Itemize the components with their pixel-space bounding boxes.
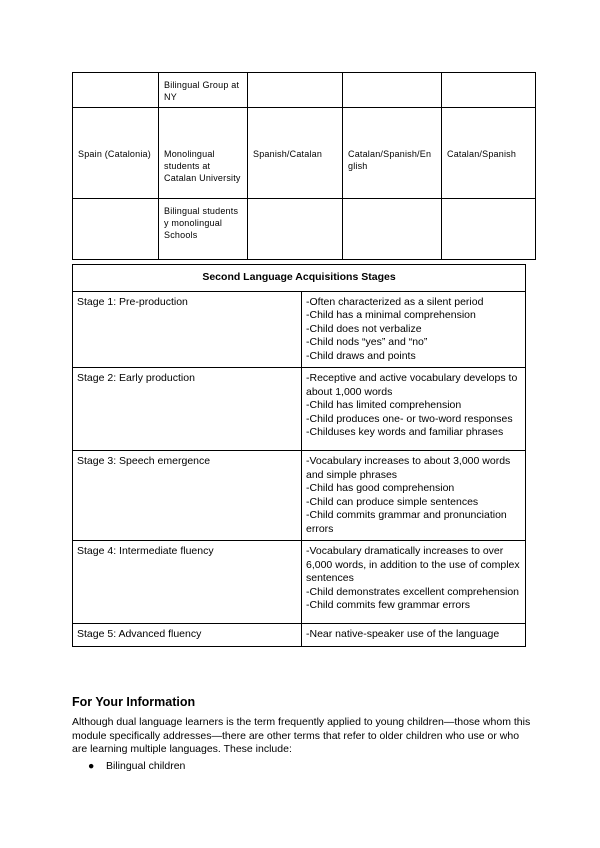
stage-description <box>302 451 526 541</box>
table-row <box>73 108 536 199</box>
stage-description <box>302 624 526 647</box>
description-line: -Child has limited comprehension <box>306 399 462 411</box>
description-line: -Child demonstrates excellent comprehension <box>306 585 520 598</box>
description-line: -Child commits few grammar errors <box>306 599 470 611</box>
acquisition-stages-table <box>72 264 526 647</box>
table-cell: Spain (Catalonia) <box>73 108 159 199</box>
stage-description <box>302 368 526 451</box>
table-cell <box>73 73 159 108</box>
description-line: -Child draws and points <box>306 349 416 362</box>
stage-name: Stage 1: Pre-production <box>73 291 302 368</box>
list-item <box>72 760 185 774</box>
description-line: -Vocabulary dramatically increases to over 6,000 words, in addition to the use of complex sentences <box>306 545 520 584</box>
description-line: -Child has a minimal comprehension <box>306 309 476 321</box>
table-cell <box>343 73 442 108</box>
description-line: -Childuses key words and familiar phrases <box>306 426 504 438</box>
table-row <box>73 624 526 647</box>
list-item-text: Bilingual children <box>106 760 186 772</box>
table-row <box>73 541 526 624</box>
table-cell <box>248 73 343 108</box>
info-list <box>72 760 185 774</box>
table-cell: Monolingual students at Catalan University <box>159 108 248 199</box>
description-line: -Child nods “yes” and “no” <box>306 336 428 348</box>
stage-name: Stage 3: Speech emergence <box>73 451 302 541</box>
table-cell <box>442 73 536 108</box>
info-paragraph: Although dual language learners is the term frequently applied to young children—those whom this module specifically addresses—there are other terms that refer to older children who use or who are learning multiple languages. These include: <box>72 716 531 755</box>
table-row <box>73 368 526 451</box>
table-cell: Spanish/Catalan <box>248 108 343 199</box>
table-cell <box>73 199 159 260</box>
table-cell: Catalan/Spanish/English <box>343 108 442 199</box>
description-line: -Often characterized as a silent period <box>306 295 484 308</box>
table-title: Second Language Acquisitions Stages <box>73 265 526 292</box>
table-cell <box>343 199 442 260</box>
table-cell: Catalan/Spanish <box>442 108 536 199</box>
stage-name: Stage 4: Intermediate fluency <box>73 541 302 624</box>
bullet-icon: ● <box>88 760 95 772</box>
description-line: -Vocabulary increases to about 3,000 words and simple phrases <box>306 455 511 481</box>
description-line: -Child produces one- or two-word responses <box>306 412 513 425</box>
table-row <box>73 451 526 541</box>
table-header-row <box>73 265 526 292</box>
stage-name: Stage 2: Early production <box>73 368 302 451</box>
table-cell: Bilingual Group at NY <box>159 73 248 108</box>
description-line: -Child does not verbalize <box>306 322 422 335</box>
description-line: -Child can produce simple sentences <box>306 495 479 508</box>
description-line: -Near native-speaker use of the language <box>306 628 500 640</box>
table-cell: Bilingual students y monolingual Schools <box>159 199 248 260</box>
description-line: -Child commits grammar and pronunciation errors <box>306 509 507 535</box>
stage-name: Stage 5: Advanced fluency <box>73 624 302 647</box>
stage-description <box>302 541 526 624</box>
info-heading: For Your Information <box>72 695 196 709</box>
table-row <box>73 73 536 108</box>
table-row <box>73 199 536 260</box>
table-cell <box>248 199 343 260</box>
language-groups-table <box>72 72 536 260</box>
table-row <box>73 291 526 368</box>
description-line: -Receptive and active vocabulary develops to about 1,000 words <box>306 372 518 398</box>
stage-description <box>302 291 526 368</box>
description-line: -Child has good comprehension <box>306 482 455 494</box>
table-cell <box>442 199 536 260</box>
